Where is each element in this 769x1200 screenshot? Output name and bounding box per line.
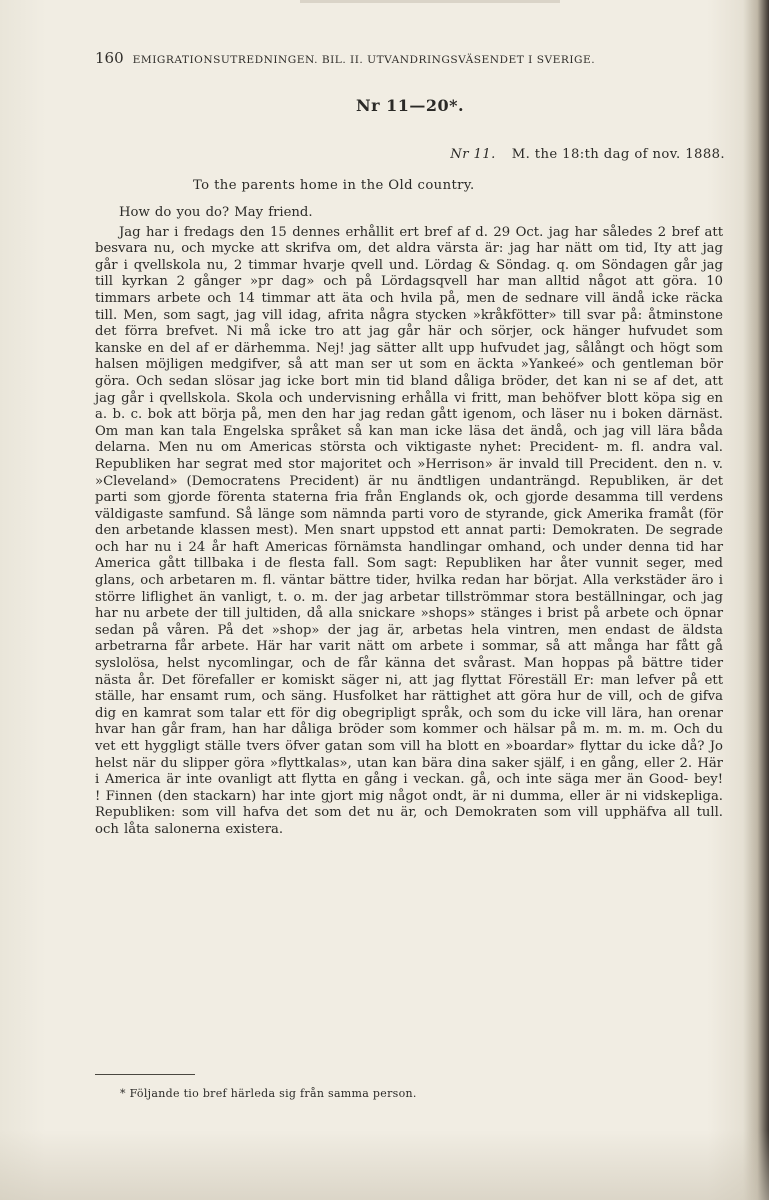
letter-body [95, 205, 723, 839]
running-header [95, 49, 725, 67]
paragraph-greeting: How do you do? May friend. [119, 205, 313, 220]
letter-number: Nr 11. [450, 147, 496, 162]
page-bottom-shadow [0, 1130, 769, 1200]
paper-crease [300, 0, 560, 3]
page-number: 160 [95, 49, 124, 67]
salutation: To the parents home in the Old country. [193, 178, 475, 193]
letter-date: M. the 18:th dag of nov. 1888. [511, 147, 725, 162]
footnote: * Följande tio bref härleda sig från samma person. [120, 1087, 417, 1100]
page-edge-shadow [743, 0, 769, 1200]
letter-series-title: Nr 11—20*. [355, 96, 465, 115]
running-title: EMIGRATIONSUTREDNINGEN. BIL. II. UTVANDRINGSVÄSENDET I SVERIGE. [132, 54, 596, 66]
paragraph-main: Jag har i fredags den 15 dennes erhållit ert bref af d. 29 Oct. jag har således 2 bref att besvara nu, och mycke att skrifva om, det aldra värsta är: jag har nätt om tid, Ity att jag går i qvellskola nu, 2 timmar hvarje qvell und. Lördag & Söndag. q. om Söndagen går jag till kyrkan 2 gånger »pr dag» och på Lördagsqvell har man alltid något att göra. 10 timmars arbete och 14 timmar att äta och hvila på, men de sednare vill ändå icke räcka till. Men, som sagt, jag vill idag, afrita några stycken »kråkfötter» till svar på: åtminstone det förra brefvet. Ni må icke tro att jag går här och sörjer, ock hänger hufvudet som kanske en del af er därhemma. Nej! jag sätter allt upp hufvudet jag, sålångt och högt som halsen möjligen medgifver, så att man ser ut som en äckta »Yankeé» och gentleman bör göra. Och sedan slösar jag icke bort min tid bland dåliga bröder, det kan ni se af det, att jag går i qvellskola. Skola och undervisning erhålla vi fritt, man behöfver blott köpa sig en a. b. c. bok att börja på, men den har jag redan gått igenom, och läser nu i boken därnäst. Om man kan tala Engelska språket så kan man icke läsa det ändå, och jag vill lära båda delarna. Men nu om Americas största och viktigaste nyhet: Precident- m. fl. andra val. Republiken har segrat med stor majoritet och »Herrison» är invald till Precident. den n. v. »Cleveland» (Democratens Precident) är nu ändtligen undanträngd. Republiken, är det parti som gjorde förenta staterna fria från Englands ok, och gjorde desamma till verdens väldigaste samfund. Så länge som nämnda parti voro de styrande, gick Amerika framåt (för den arbetande klassen mest). Men snart uppstod ett annat parti: Demokraten. De segrade och har nu i 24 år haft Americas förnämsta handlingar omhand, och under denna tid har America gått tillbaka i de flesta fall. Som sagt: Republiken har åter vunnit seger, med glans, och arbetaren m. fl. väntar bättre tider, hvilka redan har börjat. Alla verkstäder äro i större liflighet än vanligt, t. o. m. der jag arbetar tillströmmar stora beställningar, och jag har nu arbete der till jultiden, då alla snickare »shops» stänges i brist på arbete och öpnar sedan på våren. På det »shop» der jag är, arbetas hela vintren, men endast de äldsta arbetrarna får arbete. Här har varit nätt om arbete i sommar, så att många har fått gå syslolösa, helst nycomlingar, och de får känna det svårast. Man hoppas på bättre tider nästa år. Det förefaller er komiskt säger ni, att jag flyttat Föreställ Er: man lefver på ett ställe, har ensamt rum, och säng. Husfolket har rättighet att göra hur de vill, och de gifva dig en kamrat som talar ett för dig obegripligt språk, och som du icke vill lära, han orenar hvar han går fram, han har dåliga bröder som kommer och hälsar på m. m. m. m. Och du vet ett hyggligt ställe tvers öfver gatan som vill ha blott en »boardar» flyttar du icke då? Jo helst när du slipper göra »flyttkalas», utan kan bära dina saker själf, i en gång, eller 2. Här i America är inte ovanligt att flytta en gång i veckan. gå, och inte säga mer än Good- bey! ! Finnen (den stackarn) har inte gjort mig något ondt, är ni dumma, eller är ni vidskepliga. Republiken: som vill hafva det som det nu är, och Demokraten som vill upphäfva all tull. och låta salonerna existera. [95, 224, 723, 837]
dateline [450, 147, 725, 162]
footnote-rule [95, 1074, 195, 1075]
